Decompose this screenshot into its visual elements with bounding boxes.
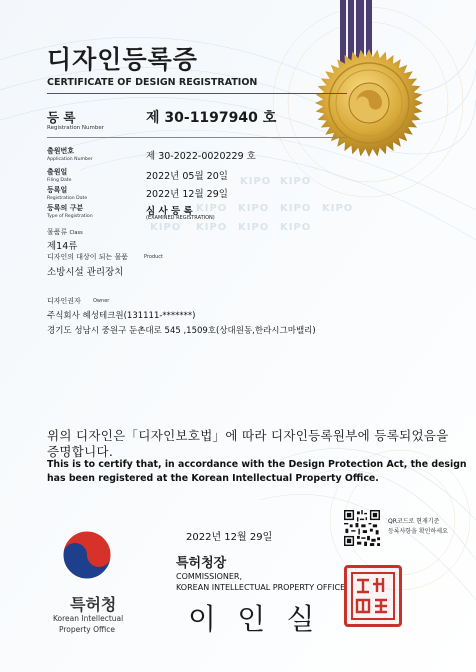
commissioner-signature: 이 인 실 bbox=[188, 602, 321, 636]
commissioner-title-english-line2: KOREAN INTELLECTUAL PROPERTY OFFICE bbox=[176, 583, 346, 592]
registration-date-label: 등록일 bbox=[47, 186, 68, 194]
kipo-watermark: KIPO bbox=[240, 176, 272, 187]
kipo-logo-icon bbox=[60, 528, 114, 582]
commissioner-title: 특허청장 bbox=[176, 556, 227, 571]
kipo-watermark: KIPO bbox=[150, 222, 182, 233]
certificate-title-english: CERTIFICATE OF DESIGN REGISTRATION bbox=[47, 77, 258, 88]
kipo-watermark: KIPO bbox=[280, 222, 312, 233]
kipo-watermark: KIPO bbox=[280, 176, 312, 187]
owner-name: 주식회사 혜성테크원(131111-*******) bbox=[47, 311, 196, 321]
commissioner-title-english-line1: COMMISSIONER, bbox=[176, 572, 242, 581]
kipo-watermark: KIPO bbox=[322, 203, 354, 214]
registration-type-label: 등록의 구분 bbox=[47, 204, 84, 212]
certification-english-line2: has been registered at the Korean Intellectual Property Office. bbox=[47, 473, 379, 484]
kipo-watermark: KIPO bbox=[196, 222, 228, 233]
qr-code-icon[interactable] bbox=[344, 510, 380, 546]
kipo-watermark: KIPO bbox=[238, 222, 270, 233]
office-name-english-line2: Property Office bbox=[59, 625, 116, 634]
registration-date-value: 2022년 12월 29일 bbox=[146, 189, 228, 200]
stamp-glyphs-icon bbox=[353, 574, 393, 618]
product-label-english: Product bbox=[144, 254, 163, 260]
filing-date-label-english: Filing Date bbox=[47, 178, 72, 183]
kipo-watermark: KIPO bbox=[238, 203, 270, 214]
filing-date-label: 출원일 bbox=[47, 168, 68, 176]
registration-type-value: 심 사 등 록 bbox=[146, 206, 193, 217]
registration-number: 제 30-1197940 호 bbox=[146, 110, 277, 126]
owner-label: 디자인권자 bbox=[47, 297, 81, 305]
registration-type-label-english: Type of Registration bbox=[47, 214, 93, 219]
registration-label-english: Registration Number bbox=[47, 125, 105, 131]
product-value: 소방시설 관리장치 bbox=[47, 267, 124, 278]
gold-seal-icon bbox=[314, 48, 424, 158]
registration-label: 등 록 bbox=[47, 110, 76, 125]
class-value: 제14류 bbox=[47, 241, 78, 252]
certification-english-line1: This is to certify that, in accordance with the Design Protection Act, the design bbox=[47, 459, 467, 470]
certification-korean-line2: 증명합니다. bbox=[47, 444, 114, 459]
registration-type-value-english: (EXAMINED REGISTRATION) bbox=[146, 215, 215, 221]
owner-address: 경기도 성남시 중원구 둔촌대로 545 ,1509호(상대원동,한라시그마밸리) bbox=[47, 326, 316, 336]
class-label-english: Class bbox=[69, 230, 83, 236]
office-name-english-line1: Korean Intellectual bbox=[53, 614, 124, 623]
application-number-value: 제 30-2022-0020229 호 bbox=[146, 151, 256, 162]
product-label: 디자인의 대상이 되는 물품 bbox=[47, 253, 129, 261]
office-name-korean: 특허청 bbox=[70, 595, 117, 614]
application-number-label: 출원번호 bbox=[47, 147, 75, 155]
certification-korean-line1: 위의 디자인은「디자인보호법」에 따라 디자인등록원부에 등록되었음을 bbox=[47, 428, 449, 443]
class-label bbox=[47, 227, 83, 237]
owner-label-english: Owner bbox=[93, 298, 110, 304]
qr-note-line2: 등록사항을 확인하세요 bbox=[388, 528, 448, 535]
divider bbox=[47, 137, 347, 138]
divider bbox=[47, 93, 347, 94]
kipo-watermark: KIPO bbox=[280, 203, 312, 214]
registration-date-label-english: Registration Date bbox=[47, 196, 88, 201]
official-stamp-icon bbox=[344, 565, 402, 627]
certificate-title: 디자인등록증 bbox=[47, 45, 198, 74]
issue-date: 2022년 12월 29일 bbox=[186, 532, 273, 543]
kipo-watermark: KIPO bbox=[196, 203, 228, 214]
class-label-korean: 물품류 bbox=[47, 228, 68, 236]
qr-note-line1: QR코드로 현재기준 bbox=[388, 518, 440, 525]
filing-date-value: 2022년 05월 20일 bbox=[146, 171, 228, 182]
application-number-label-english: Application Number bbox=[47, 157, 93, 162]
